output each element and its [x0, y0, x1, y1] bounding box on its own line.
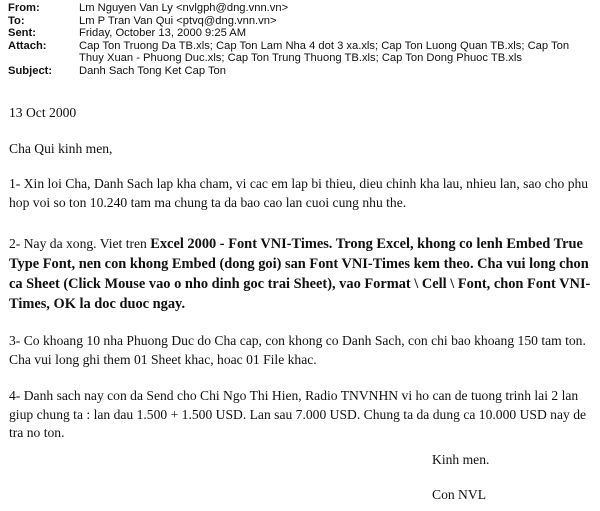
paragraph-3: 3- Co khoang 10 nha Phuong Duc do Cha cap, con khong co Danh Sach, con chi bao khoang 150 tam ton. Cha vui long ghi them 01 Sheet khac, hoac 01 File khac.	[9, 333, 586, 367]
from-row	[0, 2, 600, 15]
subject-label: Subject:	[8, 64, 53, 77]
from-label: From:	[8, 2, 40, 14]
signature: Con NVL	[432, 487, 486, 502]
attach-label: Attach:	[8, 39, 47, 52]
paragraph-1: 1- Xin loi Cha, Danh Sach lap kha cham, vi cac em lap bi thieu, dieu chinh kha lau, nhieu lan, sao cho phu hop voi so ton 10.240 tam ma chung ta da bao cao lan cuoi cung nhu the.	[9, 176, 589, 210]
attach-row	[0, 40, 600, 65]
attach-value: Cap Ton Truong Da TB.xls; Cap Ton Lam Nha 4 dot 3 xa.xls; Cap Ton Luong Quan TB.xls; Cap Ton Thuy Xuan - Phuong Duc.xls; Cap Ton Trung Thuong TB.xls; Cap Ton Dong Phuoc TB.xls	[79, 39, 570, 65]
paragraph-2	[9, 234, 594, 314]
to-label: To:	[8, 14, 25, 27]
email-body	[9, 104, 594, 455]
subject-row	[0, 65, 600, 78]
from-value: Lm Nguyen Van Ly <nvlgph@dng.vnn.vn>	[79, 2, 289, 14]
email-header	[0, 2, 600, 78]
letter-date: 13 Oct 2000	[9, 105, 77, 120]
closing-salutation: Kinh men.	[432, 452, 490, 467]
paragraph-2-bold: Excel 2000 - Font VNI-Times. Trong Excel, khong co lenh Embed True Type Font, nen con khong Embed (dong goi) san Font VNI-Times kem theo. Cha vui long chon ca Sheet (Click Mouse vao o nho dinh goc trai Sheet), vao Format \ Cell \ Font, chon Font VNI-Times, OK la doc duoc ngay.	[9, 236, 591, 312]
to-row	[0, 15, 600, 28]
sent-row	[0, 27, 600, 40]
subject-value: Danh Sach Tong Ket Cap Ton	[79, 64, 226, 77]
sent-label: Sent:	[8, 27, 36, 40]
greeting: Cha Qui kinh men,	[9, 140, 113, 156]
paragraph-4: 4- Danh sach nay con da Send cho Chi Ngo Thi Hien, Radio TNVNHN vi ho can de tuong trinh lai 2 lan giup chung ta : lan dau 1.500 + 1.500 USD. Lan sau 7.000 USD. Chung ta da dung ca 10.000 USD nay de tra no ton.	[9, 388, 587, 440]
sent-value: Friday, October 13, 2000 9:25 AM	[79, 27, 247, 40]
paragraph-2-intro: 2- Nay da xong. Viet tren	[9, 236, 151, 251]
to-value: Lm P Tran Van Qui <ptvq@dng.vnn.vn>	[79, 14, 277, 27]
